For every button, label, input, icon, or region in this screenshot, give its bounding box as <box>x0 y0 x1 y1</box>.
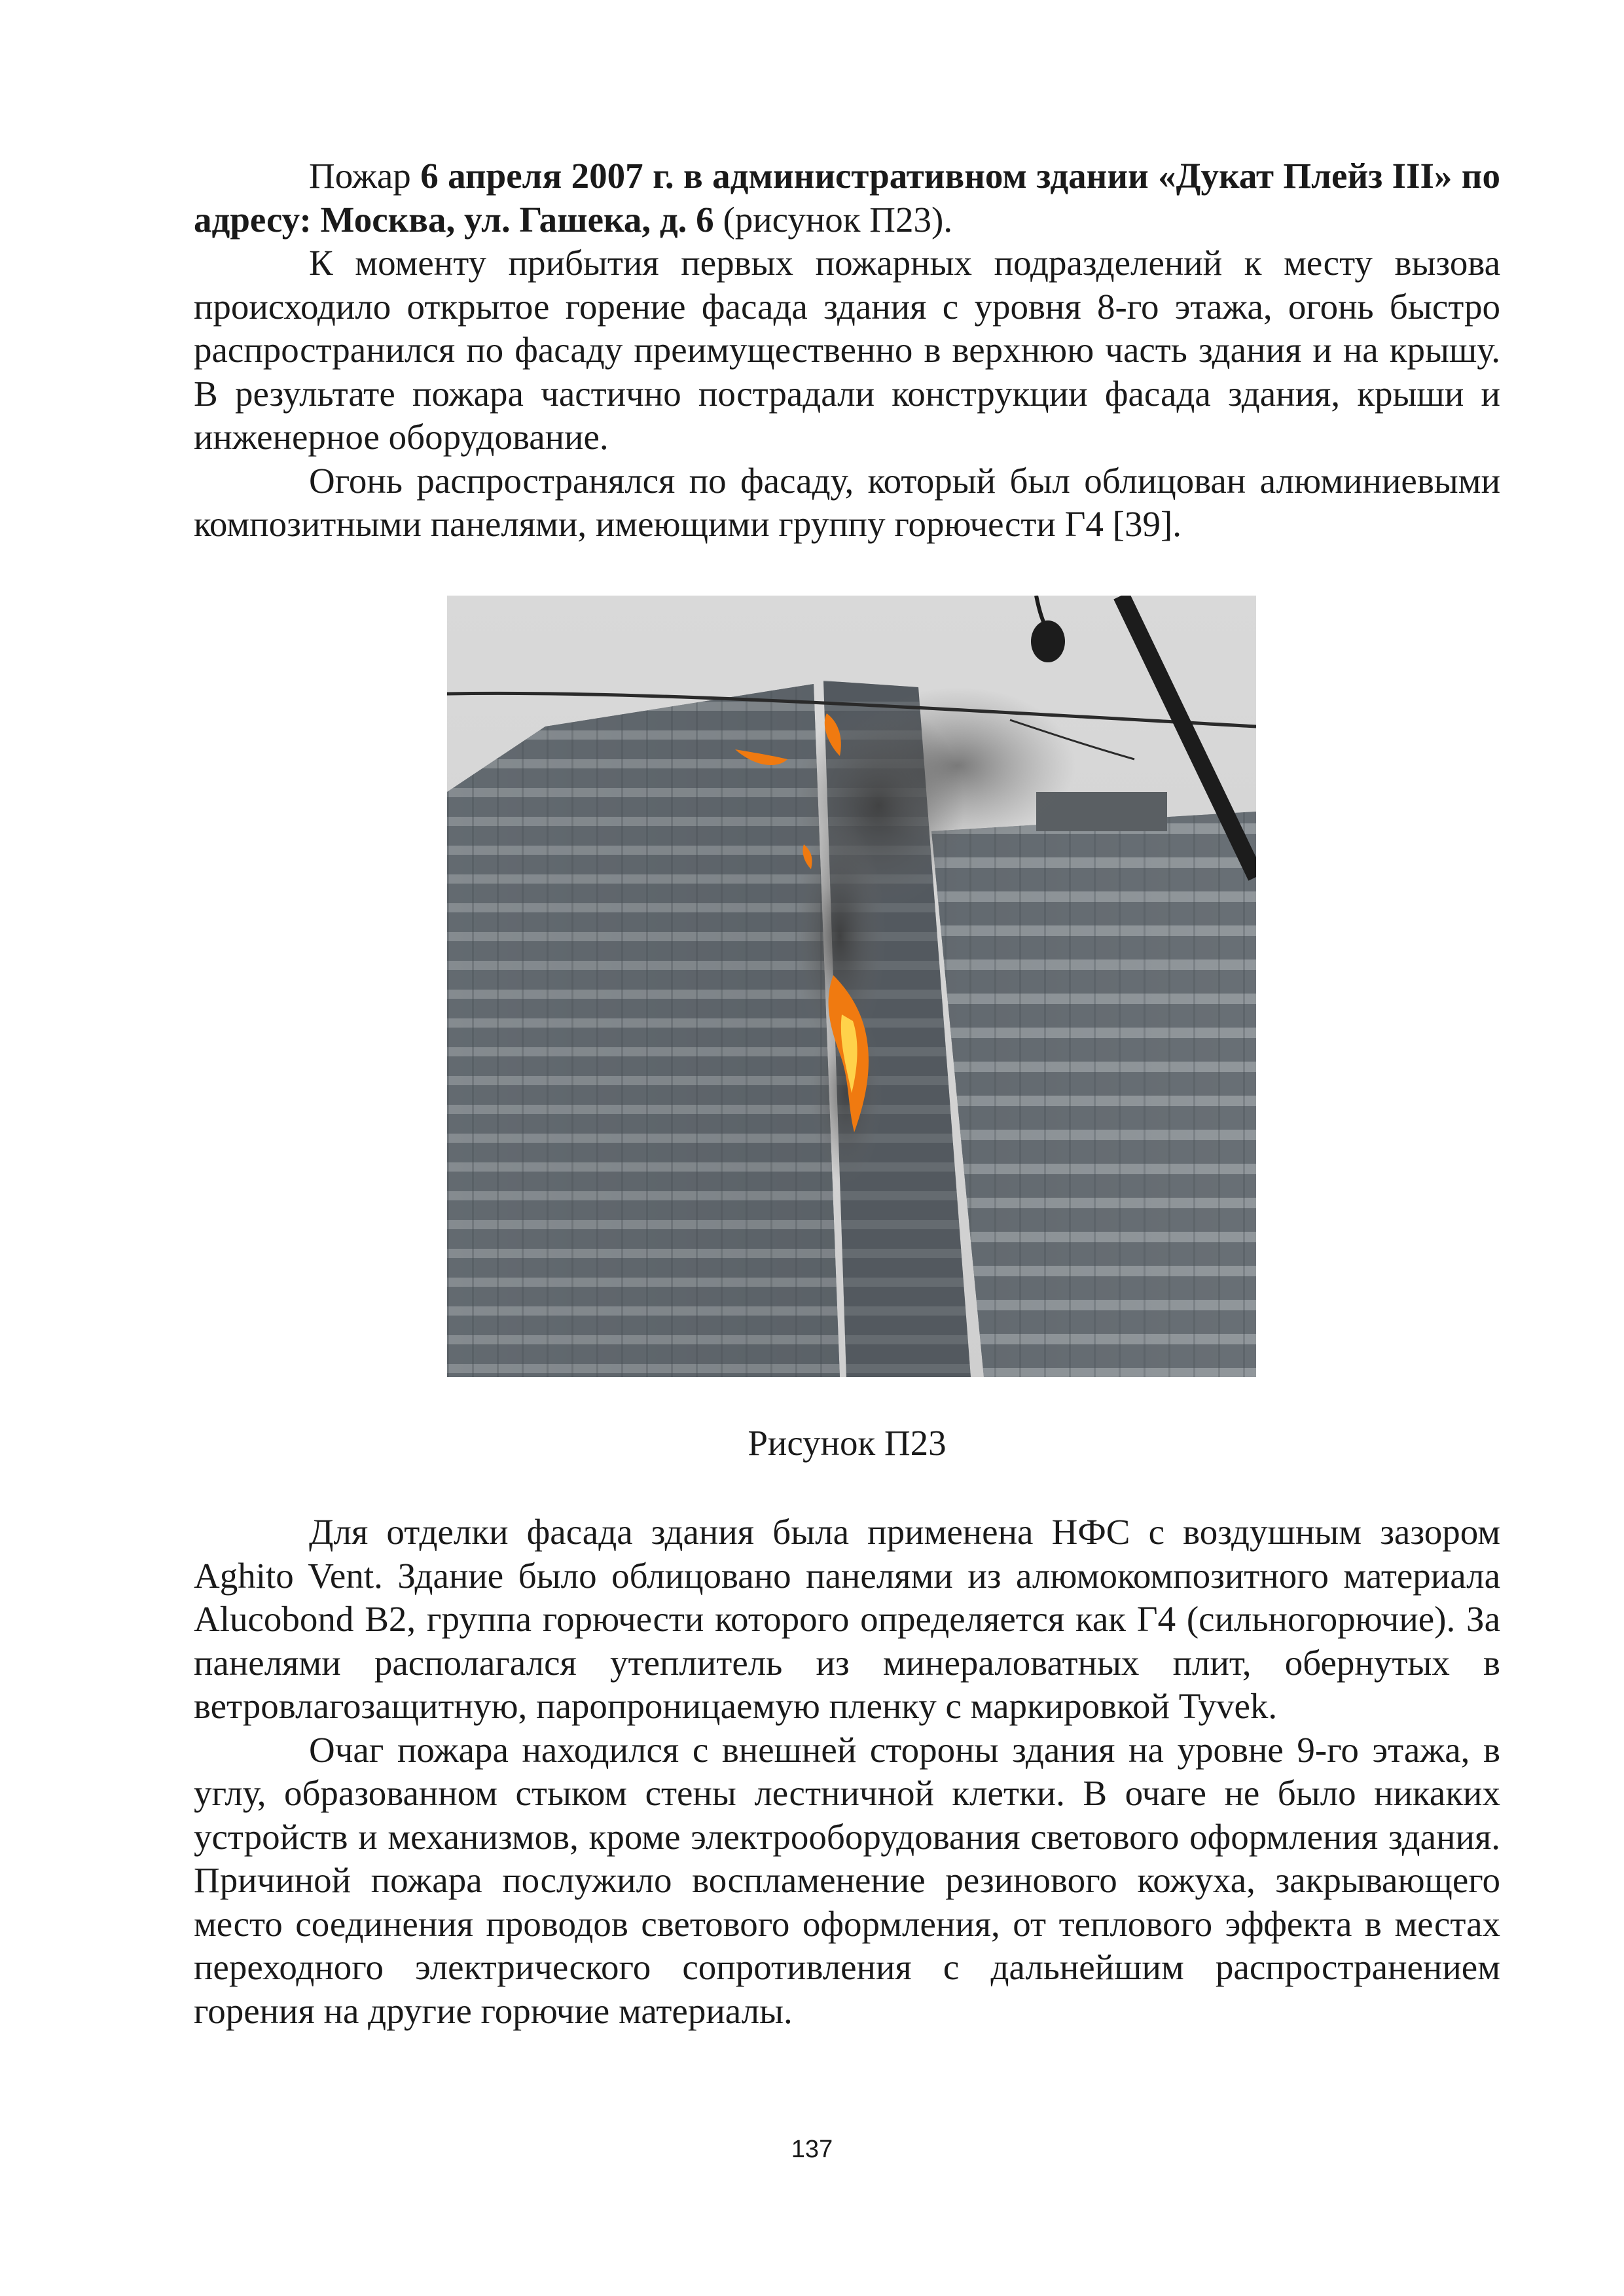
paragraph-fire-cause: Очаг пожара находился с внешней стороны здания на уровне 9-го этажа, в углу, образованном стыком стены лестничной клетки. В очаге не было никаких устройств и механизмов, кроме электрооборудования светового оформления здания. Причиной пожара послужило воспламенение резинового кожуха, закрывающего место соединения проводов светового оформления, от теплового эффекта в местах переходного электрического сопротивления с дальнейшим распространением горения на другие горючие материалы. <box>194 1729 1500 2031</box>
paragraph-arrival: К моменту прибытия первых пожарных подразделений к месту вызова происходило открытое горение фасада здания с уровня 8-го этажа, огонь быстро распространился по фасаду преимущественно в верхнюю часть здания и на крышу. В результате пожара частично пострадали конструкции фасада здания, крыши и инженерное оборудование. <box>194 243 1500 457</box>
paragraph-fire-spread: Огонь распространялся по фасаду, который был облицован алюминиевыми композитными панелями, имеющими группу горючести Г4 [39]. <box>194 460 1500 544</box>
paragraph-fire-intro-lead: Пожар <box>309 156 421 196</box>
paragraph-fire-intro-tail: (рисунок П23). <box>713 199 953 240</box>
building-fire-photo <box>447 596 1256 1377</box>
text-block-top <box>194 154 1500 547</box>
page-number: 137 <box>791 2136 833 2163</box>
figure-caption: Рисунок П23 <box>748 1423 947 1463</box>
paragraph-fire-intro-bold: 6 апреля 2007 г. в административном здании «Дукат Плейз III» по адресу: Москва, ул. Гашека, д. 6 <box>194 156 1500 240</box>
text-block-bottom <box>194 1511 1500 2033</box>
paragraph-fire-intro <box>194 154 1500 242</box>
paragraph-facade-materials: Для отделки фасада здания была применена НФС с воздушным зазором Aghito Vent. Здание было облицовано панелями из алюмокомпозитного материала Alucobond B2, группа горючести которого определяется как Г4 (сильногорючие). За панелями располагался утеплитель из минераловатных плит, обернутых в ветровлагозащитную, паропроницаемую пленку с маркировкой Tyvek. <box>194 1512 1500 1726</box>
